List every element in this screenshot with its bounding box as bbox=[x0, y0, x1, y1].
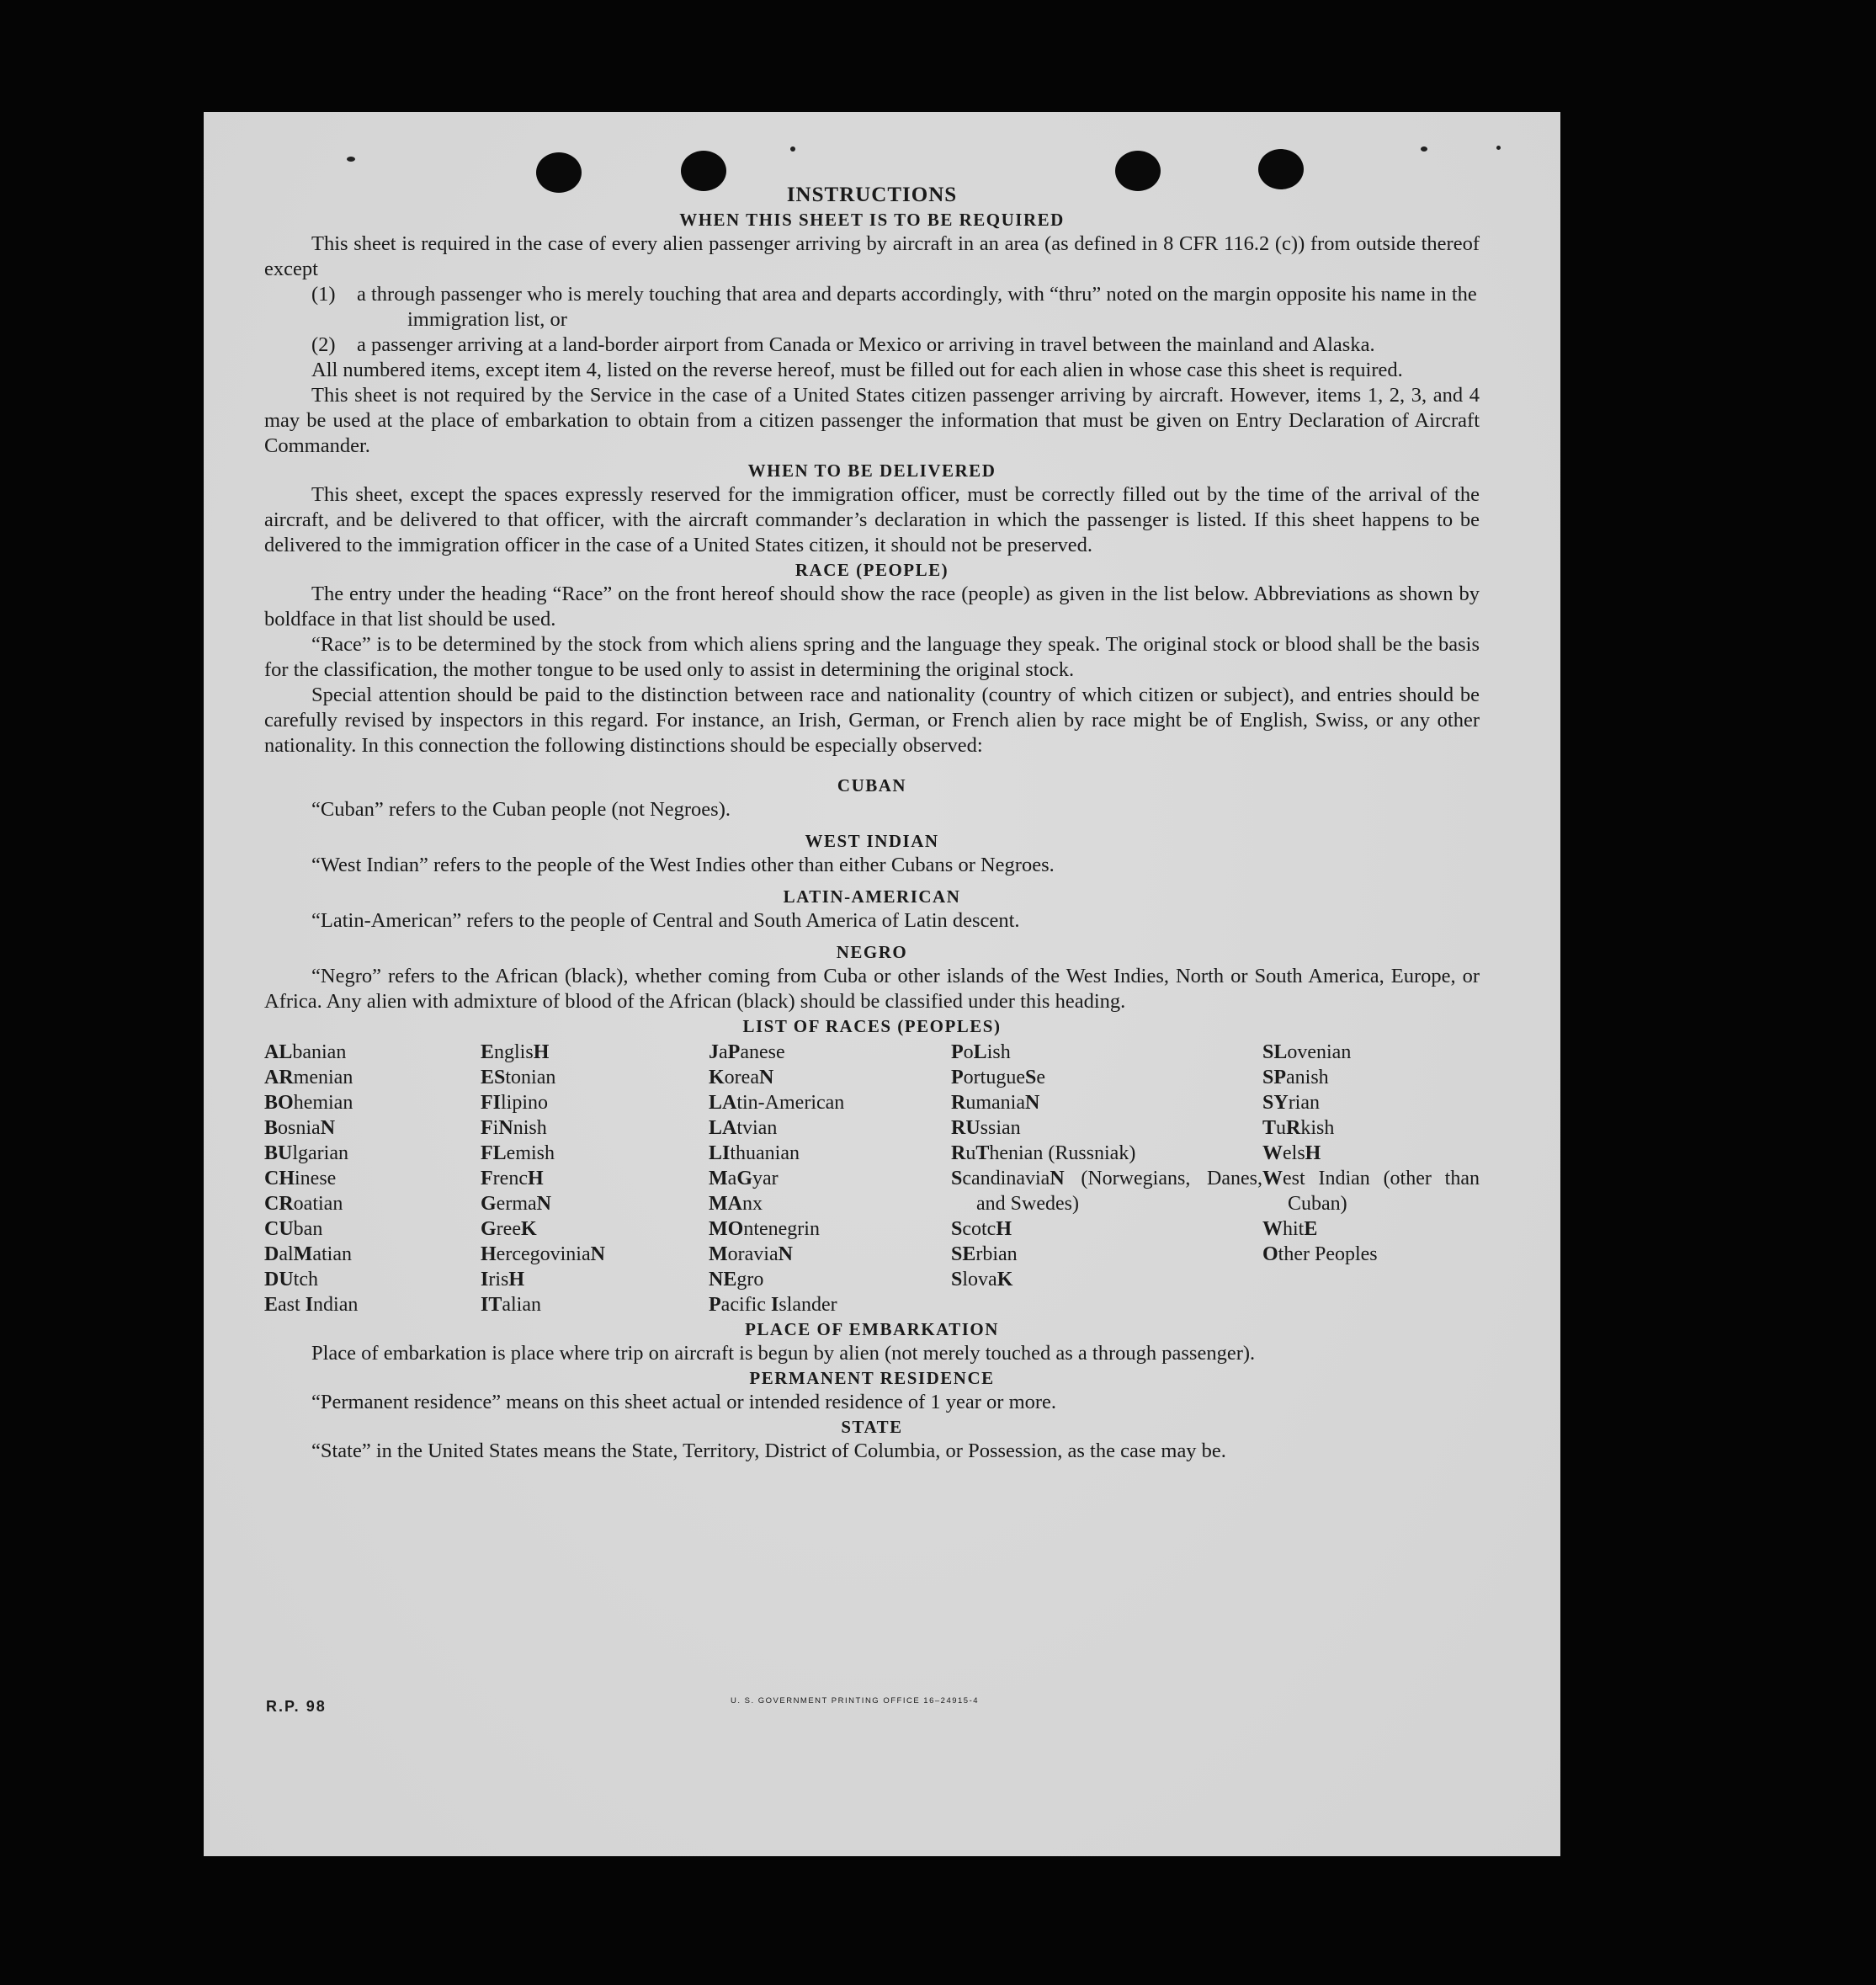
paragraph: This sheet, except the spaces expressly reserved for the immigration officer, must be correctly filled out by the time of the arrival of the aircraft, and be delivered to that officer, with the aircraft commander’s declaration in which the passenger is listed. If this sheet happens to be delivered to the immigration officer in the case of a United States citizen, it should not be preserved. bbox=[264, 483, 1480, 556]
instructions-text bbox=[264, 183, 1480, 1464]
race-column bbox=[1262, 1040, 1480, 1317]
speck bbox=[347, 157, 355, 162]
list-item bbox=[264, 282, 1480, 333]
race-entry: IrisH bbox=[481, 1269, 525, 1291]
paragraph: “West Indian” refers to the people of the West Indies other than either Cubans or Negroes. bbox=[311, 854, 1055, 876]
race-entry: WhitE bbox=[1262, 1218, 1318, 1240]
heading-negro: NEGRO bbox=[836, 942, 908, 962]
race-entry: EnglisH bbox=[481, 1041, 550, 1063]
item-text: a passenger arriving at a land-border airport from Canada or Mexico or arriving in travel between the mainland and Alaska. bbox=[357, 333, 1375, 356]
paragraph: The entry under the heading “Race” on the front hereof should show the race (people) as given in the list below. Abbreviations as shown by boldface in that list should be used. bbox=[264, 583, 1480, 631]
race-entry: CRoatian bbox=[264, 1193, 343, 1215]
race-entry: NEgro bbox=[709, 1269, 764, 1291]
race-entry: Other Peoples bbox=[1262, 1243, 1378, 1265]
race-entry: RUssian bbox=[951, 1117, 1021, 1139]
race-entry: CHinese bbox=[264, 1168, 337, 1189]
paragraph: This sheet is required in the case of every alien passenger arriving by aircraft in an area (as defined in 8 CFR 116.2 (c)) from outside thereof except bbox=[264, 232, 1480, 280]
heading-west-indian: WEST INDIAN bbox=[805, 831, 939, 851]
race-entry: SLovenian bbox=[1262, 1041, 1352, 1063]
paragraph: “Permanent residence” means on this sheet actual or intended residence of 1 year or more. bbox=[311, 1391, 1057, 1413]
paragraph: “Latin-American” refers to the people of Central and South America of Latin descent. bbox=[311, 909, 1020, 932]
paragraph: “State” in the United States means the State, Territory, District of Columbia, or Possession, as the case may be. bbox=[311, 1440, 1226, 1462]
item-number: (1) bbox=[311, 283, 336, 306]
race-entry: SlovaK bbox=[951, 1269, 1013, 1291]
race-list bbox=[264, 1040, 1480, 1317]
speck bbox=[1496, 146, 1501, 150]
race-entry: West Indian (other than Cuban) bbox=[1262, 1168, 1480, 1215]
page-title: INSTRUCTIONS bbox=[786, 184, 958, 206]
heading-embarkation: PLACE OF EMBARKATION bbox=[745, 1319, 999, 1339]
heading-delivered: WHEN TO BE DELIVERED bbox=[747, 460, 996, 481]
race-entry: FIlipino bbox=[481, 1092, 549, 1114]
race-entry: LAtvian bbox=[709, 1117, 778, 1139]
paragraph: All numbered items, except item 4, listed on the reverse hereof, must be filled out for each alien in whose case this sheet is required. bbox=[311, 359, 1403, 381]
heading-state: STATE bbox=[841, 1417, 903, 1437]
race-entry: ALbanian bbox=[264, 1041, 347, 1063]
heading-race: RACE (PEOPLE) bbox=[795, 560, 949, 580]
heading-required: WHEN THIS SHEET IS TO BE REQUIRED bbox=[679, 210, 1065, 230]
paragraph: Special attention should be paid to the distinction between race and nationality (country of which citizen or subject), and entries should be carefully revised by inspectors in this regard. For instance, an Irish, German, or French alien by race might be of English, Swiss, or any other nationality. In this connection the following distinctions should be especially observed: bbox=[264, 684, 1480, 757]
race-entry: PortugueSe bbox=[951, 1067, 1045, 1088]
form-code: R.P. 98 bbox=[266, 1698, 327, 1715]
race-column bbox=[709, 1040, 951, 1317]
race-entry: KoreaN bbox=[709, 1067, 774, 1088]
race-entry: MOntenegrin bbox=[709, 1218, 820, 1240]
race-entry: GermaN bbox=[481, 1193, 551, 1215]
race-entry: HercegoviniaN bbox=[481, 1243, 605, 1265]
race-entry: MaGyar bbox=[709, 1168, 779, 1189]
race-entry: FiNnish bbox=[481, 1117, 547, 1139]
race-entry: BOhemian bbox=[264, 1092, 353, 1114]
race-entry: RuThenian (Russniak) bbox=[951, 1142, 1136, 1164]
document-page bbox=[204, 112, 1560, 1856]
speck bbox=[790, 146, 795, 152]
speck bbox=[1421, 146, 1427, 152]
item-text: a through passenger who is merely touching that area and departs accordingly, with “thru” noted on the margin opposite his name in the immigration list, or bbox=[357, 283, 1477, 331]
race-entry: GreeK bbox=[481, 1218, 537, 1240]
race-entry: DalMatian bbox=[264, 1243, 352, 1265]
heading-list-of-races: LIST OF RACES (PEOPLES) bbox=[742, 1016, 1002, 1036]
race-entry: LAtin-American bbox=[709, 1092, 845, 1114]
race-entry: FLemish bbox=[481, 1142, 555, 1164]
heading-cuban: CUBAN bbox=[837, 775, 907, 796]
race-entry: ScandinaviaN (Norwegians, Danes, and Swedes) bbox=[951, 1168, 1262, 1215]
race-entry: MAnx bbox=[709, 1193, 763, 1215]
item-number: (2) bbox=[311, 333, 336, 356]
race-entry: LIthuanian bbox=[709, 1142, 800, 1164]
race-entry: RumaniaN bbox=[951, 1092, 1040, 1114]
race-entry: ITalian bbox=[481, 1294, 541, 1316]
race-entry: EStonian bbox=[481, 1067, 556, 1088]
list-item bbox=[264, 333, 1480, 358]
race-entry: JaPanese bbox=[709, 1041, 785, 1063]
race-column bbox=[481, 1040, 709, 1317]
paragraph: “Negro” refers to the African (black), whether coming from Cuba or other islands of the West Indies, North or South America, Europe, or Africa. Any alien with admixture of blood of the African (black) should be classified under this heading. bbox=[264, 965, 1480, 1013]
race-entry: SYrian bbox=[1262, 1092, 1320, 1114]
race-entry: BUlgarian bbox=[264, 1142, 348, 1164]
race-entry: FrencH bbox=[481, 1168, 544, 1189]
paragraph: This sheet is not required by the Service in the case of a United States citizen passenger arriving by aircraft. However, items 1, 2, 3, and 4 may be used at the place of embarkation to obtain from a citizen passenger the information that must be given on Entry Declaration of Aircraft Commander. bbox=[264, 384, 1480, 457]
race-entry: TuRkish bbox=[1262, 1117, 1335, 1139]
race-entry: DUtch bbox=[264, 1269, 318, 1291]
race-column bbox=[951, 1040, 1262, 1317]
race-entry: CUban bbox=[264, 1218, 323, 1240]
race-entry: ScotcH bbox=[951, 1218, 1012, 1240]
race-entry: Pacific Islander bbox=[709, 1294, 837, 1316]
race-entry: ARmenian bbox=[264, 1067, 353, 1088]
race-entry: WelsH bbox=[1262, 1142, 1321, 1164]
race-entry: SErbian bbox=[951, 1243, 1018, 1265]
paragraph: “Race” is to be determined by the stock from which aliens spring and the language they speak. The original stock or blood shall be the basis for the classification, the mother tongue to be used only to assist in determining the original stock. bbox=[264, 633, 1480, 681]
printer-imprint: U. S. GOVERNMENT PRINTING OFFICE 16–24915-4 bbox=[731, 1696, 980, 1706]
race-entry: MoraviaN bbox=[709, 1243, 793, 1265]
paragraph: “Cuban” refers to the Cuban people (not Negroes). bbox=[311, 798, 731, 821]
heading-latin-american: LATIN-AMERICAN bbox=[783, 886, 961, 907]
heading-residence: PERMANENT RESIDENCE bbox=[749, 1368, 995, 1388]
race-entry: BosniaN bbox=[264, 1117, 336, 1139]
paragraph: Place of embarkation is place where trip on aircraft is begun by alien (not merely touched as a through passenger). bbox=[311, 1342, 1256, 1365]
race-column bbox=[264, 1040, 481, 1317]
race-entry: SPanish bbox=[1262, 1067, 1329, 1088]
race-entry: East Indian bbox=[264, 1294, 359, 1316]
race-entry: PoLish bbox=[951, 1041, 1011, 1063]
